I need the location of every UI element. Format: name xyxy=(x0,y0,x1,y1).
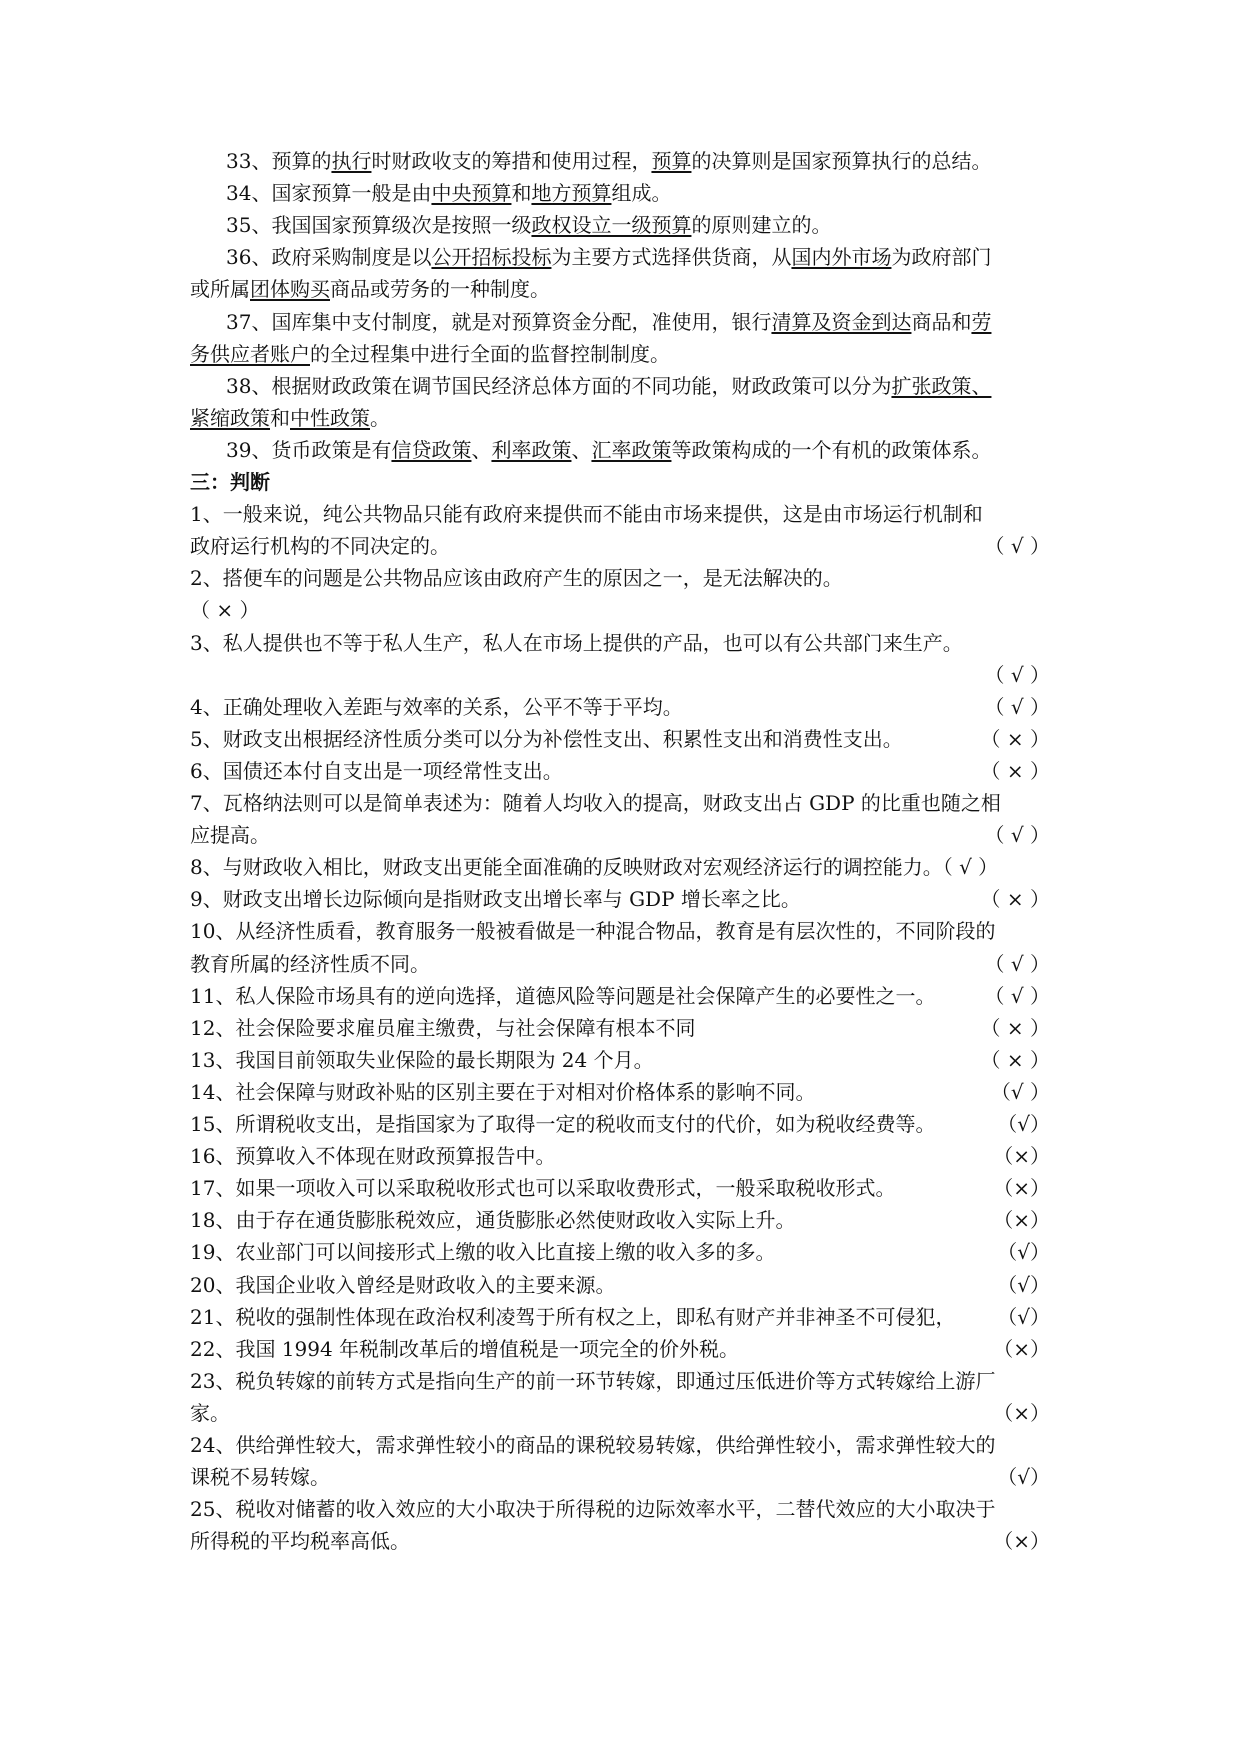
judge-answer-mark: （ × ） xyxy=(980,887,1050,912)
judge-answer-mark: （×） xyxy=(993,1208,1050,1233)
judge-answer-mark: （×） xyxy=(993,1144,1050,1169)
answer-blank: 清算及资金到达 xyxy=(771,309,912,334)
question-text: 的决算则是国家预算执行的总结。 xyxy=(691,149,992,173)
judge-item-1-cont: 政府运行机构的不同决定的。 xyxy=(190,534,450,559)
judge-answer-mark: （×） xyxy=(993,1176,1050,1201)
fill-item-38 xyxy=(226,373,1050,399)
question-text: 、 xyxy=(471,437,492,462)
judge-answer-mark: （ √ ） xyxy=(984,983,1050,1008)
fill-item-33 xyxy=(226,148,1050,174)
judge-item-12: 12、社会保险要求雇员雇主缴费，与社会保障有根本不同 xyxy=(190,1015,696,1040)
question-text: 或所属 xyxy=(190,277,250,302)
judge-answer-mark: （ √ ） xyxy=(984,662,1050,687)
answer-blank: 信贷政策 xyxy=(391,437,472,462)
judge-answer-mark: （ × ） xyxy=(980,1047,1050,1072)
fill-item-38-cont xyxy=(190,405,1050,431)
fill-item-37 xyxy=(226,309,1050,335)
judge-item-17: 17、如果一项收入可以采取税收形式也可以采取收费形式，一般采取税收形式。 xyxy=(190,1176,896,1201)
question-text: 和 xyxy=(511,181,532,206)
judge-item-20: 20、我国企业收入曾经是财政收入的主要来源。 xyxy=(190,1272,616,1297)
judge-item-24: 24、供给弹性较大，需求弹性较小的商品的课税较易转嫁，供给弹性较小，需求弹性较大的 xyxy=(190,1433,996,1457)
judge-answer-mark: （ × ） xyxy=(980,758,1050,783)
judge-item-18: 18、由于存在通货膨胀税效应，通货膨胀必然使财政收入实际上升。 xyxy=(190,1208,796,1233)
judge-answer-mark: （ √ ） xyxy=(984,534,1050,559)
judge-item-4: 4、正确处理收入差距与效率的关系，公平不等于平均。 xyxy=(190,694,683,719)
question-text: 根据财政政策在调节国民经济总体方面的不同功能，财政政策可以分为 xyxy=(271,373,892,398)
answer-blank: 利率政策 xyxy=(491,437,572,462)
judge-item-2-cont: （ × ） xyxy=(190,598,260,623)
judge-answer-mark: （ √ ） xyxy=(984,694,1050,719)
judge-item-9: 9、财政支出增长边际倾向是指财政支出增长率与 GDP 增长率之比。 xyxy=(190,887,801,912)
fill-item-34 xyxy=(226,180,1050,206)
judge-item-7: 7、瓦格纳法则可以是简单表述为：随着人均收入的提高，财政支出占 GDP 的比重也随之相 xyxy=(190,791,1001,815)
fill-item-39 xyxy=(226,437,1050,463)
question-text: 组成。 xyxy=(611,181,672,206)
question-text: 、 xyxy=(571,437,592,462)
answer-blank: 执行 xyxy=(331,149,372,173)
question-text: 和 xyxy=(270,405,290,430)
judge-item-6: 6、国债还本付自支出是一项经常性支出。 xyxy=(190,758,563,783)
judge-item-7-cont: 应提高。 xyxy=(190,823,270,848)
question-text: 36、 xyxy=(226,245,272,270)
question-text: 37、 xyxy=(226,309,272,334)
judge-item-13: 13、我国目前领取失业保险的最长期限为 24 个月。 xyxy=(190,1047,654,1072)
answer-blank: 团体购买 xyxy=(250,277,330,302)
answer-blank: 紧缩政策 xyxy=(190,405,270,430)
judge-answer-mark: （×） xyxy=(993,1400,1050,1425)
judge-item-11: 11、私人保险市场具有的逆向选择，道德风险等问题是社会保障产生的必要性之一。 xyxy=(190,983,936,1008)
judge-answer-mark: （√） xyxy=(997,1304,1050,1329)
answer-blank: 公开招标投标 xyxy=(431,245,552,270)
judge-answer-mark: （√） xyxy=(997,1272,1050,1297)
judge-item-25: 25、税收对储蓄的收入效应的大小取决于所得税的边际效率水平，二替代效应的大小取决于 xyxy=(190,1497,996,1522)
judge-answer-mark: （×） xyxy=(993,1529,1050,1554)
judge-item-8: 8、与财政收入相比，财政支出更能全面准确的反映财政对宏观经济运行的调控能力。（ √ ） xyxy=(190,855,999,880)
judge-item-23: 23、税负转嫁的前转方式是指向生产的前一环节转嫁，即通过压低进价等方式转嫁给上游厂 xyxy=(190,1368,996,1393)
question-text: 国家预算一般是由 xyxy=(271,181,432,206)
judge-item-5: 5、财政支出根据经济性质分类可以分为补偿性支出、积累性支出和消费性支出。 xyxy=(190,726,903,751)
answer-blank: 预算 xyxy=(651,149,692,173)
question-text: 为主要方式选择供货商，从 xyxy=(551,245,792,270)
question-text: 等政策构成的一个有机的政策体系。 xyxy=(671,437,992,462)
question-text: 政府采购制度是以 xyxy=(271,245,432,270)
judge-answer-mark: （√） xyxy=(997,1240,1050,1265)
judge-answer-mark: （ √ ） xyxy=(984,951,1050,976)
answer-blank: 扩张政策、 xyxy=(891,373,992,398)
judge-item-19: 19、农业部门可以间接形式上缴的收入比直接上缴的收入多的多。 xyxy=(190,1240,776,1265)
answer-blank: 汇率政策 xyxy=(591,437,672,462)
fill-item-36 xyxy=(226,244,1050,270)
answer-blank: 政权设立一级预算 xyxy=(531,213,692,238)
judge-answer-mark: （√ ） xyxy=(990,1079,1050,1104)
judge-item-25-cont: 所得税的平均税率高低。 xyxy=(190,1529,410,1554)
judge-item-1: 1、一般来说，纯公共物品只能有政府来提供而不能由市场来提供，这是由市场运行机制和 xyxy=(190,502,983,527)
judge-answer-mark: （ × ） xyxy=(980,1015,1050,1040)
question-text: 39、 xyxy=(226,437,272,462)
question-text: 我国国家预算级次是按照一级 xyxy=(271,213,532,238)
answer-blank: 务供应者账户 xyxy=(190,341,310,366)
judge-item-10: 10、从经济性质看，教育服务一般被看做是一种混合物品，教育是有层次性的，不同阶段的 xyxy=(190,919,996,944)
question-text: 国库集中支付制度，就是对预算资金分配，准使用，银行 xyxy=(271,309,772,334)
question-text: 33、 xyxy=(226,149,272,173)
judge-item-2: 2、搭便车的问题是公共物品应该由政府产生的原因之一，是无法解决的。 xyxy=(190,566,843,591)
judge-item-3: 3、私人提供也不等于私人生产，私人在市场上提供的产品，也可以有公共部门来生产。 xyxy=(190,630,963,655)
question-text: 商品或劳务的一种制度。 xyxy=(330,277,550,302)
judge-item-22: 22、我国 1994 年税制改革后的增值税是一项完全的价外税。 xyxy=(190,1336,740,1361)
judge-item-10-cont: 教育所属的经济性质不同。 xyxy=(190,951,430,976)
answer-blank: 中央预算 xyxy=(431,181,512,206)
question-text: 商品和 xyxy=(911,309,972,334)
question-text: 34、 xyxy=(226,181,272,206)
question-text: 的原则建立的。 xyxy=(691,213,832,238)
question-text: 货币政策是有 xyxy=(271,437,392,462)
fill-item-36-cont xyxy=(190,276,1050,302)
judge-item-14: 14、社会保障与财政补贴的区别主要在于对相对价格体系的影响不同。 xyxy=(190,1079,816,1104)
question-text: 预算的 xyxy=(271,149,332,173)
question-text: 35、 xyxy=(226,213,272,238)
judge-item-24-cont: 课税不易转嫁。 xyxy=(190,1465,330,1490)
fill-item-35 xyxy=(226,212,1050,238)
judge-answer-mark: （×） xyxy=(993,1336,1050,1361)
judge-item-21: 21、税收的强制性体现在政治权利凌驾于所有权之上，即私有财产并非神圣不可侵犯， xyxy=(190,1304,956,1329)
fill-item-37-cont xyxy=(190,341,1050,367)
answer-blank: 中性政策 xyxy=(290,405,370,430)
answer-blank: 地方预算 xyxy=(531,181,612,206)
question-text: 的全过程集中进行全面的监督控制制度。 xyxy=(310,341,670,366)
question-text: 时财政收支的筹措和使用过程， xyxy=(371,149,652,173)
answer-blank: 劳 xyxy=(971,309,992,334)
judge-answer-mark: （ √ ） xyxy=(984,823,1050,848)
judge-answer-mark: （ × ） xyxy=(980,726,1050,751)
judge-item-15: 15、所谓税收支出，是指国家为了取得一定的税收而支付的代价，如为税收经费等。 xyxy=(190,1112,936,1136)
judge-answer-mark: （√） xyxy=(997,1465,1050,1490)
section-title: 三：判断 xyxy=(190,470,270,494)
answer-blank: 国内外市场 xyxy=(791,245,892,270)
judge-item-23-cont: 家。 xyxy=(190,1400,230,1425)
judge-item-16: 16、预算收入不体现在财政预算报告中。 xyxy=(190,1144,556,1169)
question-text: 38、 xyxy=(226,373,272,398)
judge-answer-mark: （√） xyxy=(997,1112,1050,1136)
question-text: 为政府部门 xyxy=(891,245,992,270)
question-text: 。 xyxy=(370,405,390,430)
